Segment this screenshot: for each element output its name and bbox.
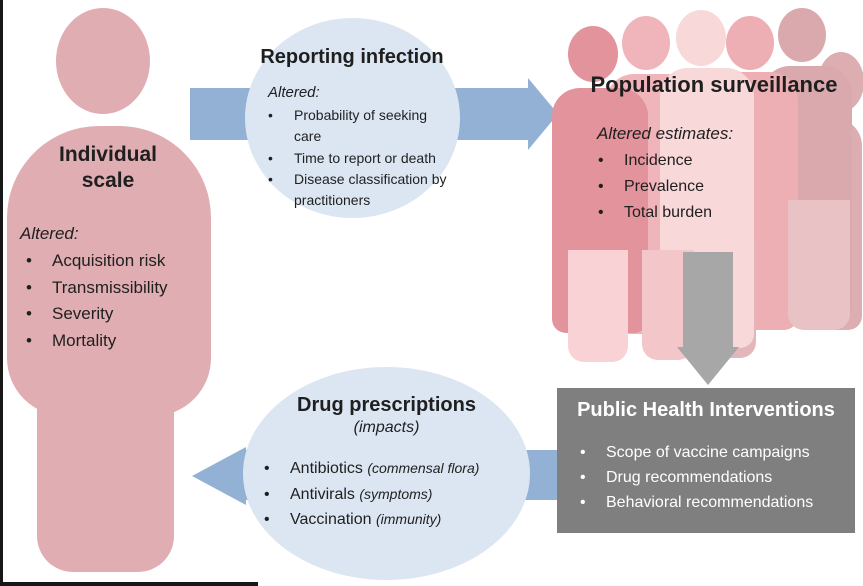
list-item: • Incidence <box>592 148 792 174</box>
arrowhead-down-icon <box>677 347 739 385</box>
arrowhead-left-icon <box>192 447 246 505</box>
individual-person-head-icon <box>56 8 150 114</box>
list-item: • Severity <box>20 301 195 328</box>
list-item: • Disease classification by practitioners <box>262 169 454 212</box>
list-item: • Behavioral recommendations <box>574 490 844 515</box>
person-figure-head-icon <box>778 8 826 62</box>
person-figure-head-icon <box>676 10 726 66</box>
population-surveillance-title: Population surveillance <box>590 72 838 97</box>
frame-border-bottom <box>0 582 258 586</box>
individual-altered-label: Altered: <box>20 224 79 243</box>
list-item: • Drug recommendations <box>574 465 844 490</box>
population-altered-label: Altered estimates: <box>597 124 734 143</box>
drug-name: Antibiotics <box>290 460 368 477</box>
drug-name: Vaccination <box>290 511 376 528</box>
individual-altered-list <box>20 248 195 354</box>
list-item: • Probability of seeking care <box>262 105 454 148</box>
list-item: • Time to report or death <box>262 148 454 169</box>
list-item: • Acquisition risk <box>20 248 195 275</box>
person-figure-body-icon <box>788 200 850 330</box>
frame-border-left <box>0 0 3 586</box>
list-item: • Transmissibility <box>20 275 195 302</box>
list-item: • Prevalence <box>592 174 792 200</box>
drug-prescriptions-list <box>258 456 518 533</box>
arrow-band-population-to-interventions <box>683 252 733 348</box>
public-health-interventions-title: Public Health Interventions <box>577 399 835 421</box>
list-item: • Mortality <box>20 328 195 355</box>
drug-note: (symptoms) <box>359 485 433 502</box>
person-figure-head-icon <box>726 16 774 70</box>
population-altered-list <box>592 148 792 226</box>
list-item <box>258 482 518 508</box>
list-item: • Scope of vaccine campaigns <box>574 440 844 465</box>
person-figure-body-icon <box>568 250 628 362</box>
person-figure-head-icon <box>622 16 670 70</box>
drug-note: (commensal flora) <box>367 460 480 476</box>
drug-note: (immunity) <box>375 511 442 527</box>
list-item <box>258 456 518 482</box>
reporting-altered-list <box>262 105 454 211</box>
individual-scale-title: Individual scale <box>58 143 157 192</box>
interventions-list <box>574 440 844 515</box>
drug-prescriptions-subtitle: (impacts) <box>353 419 420 436</box>
list-item: • Total burden <box>592 200 792 226</box>
drug-name: Antivirals <box>290 485 360 503</box>
list-item <box>258 507 518 533</box>
reporting-infection-title: Reporting infection <box>260 46 444 68</box>
reporting-altered-label: Altered: <box>268 84 320 101</box>
drug-prescriptions-title: Drug prescriptions <box>297 394 476 416</box>
